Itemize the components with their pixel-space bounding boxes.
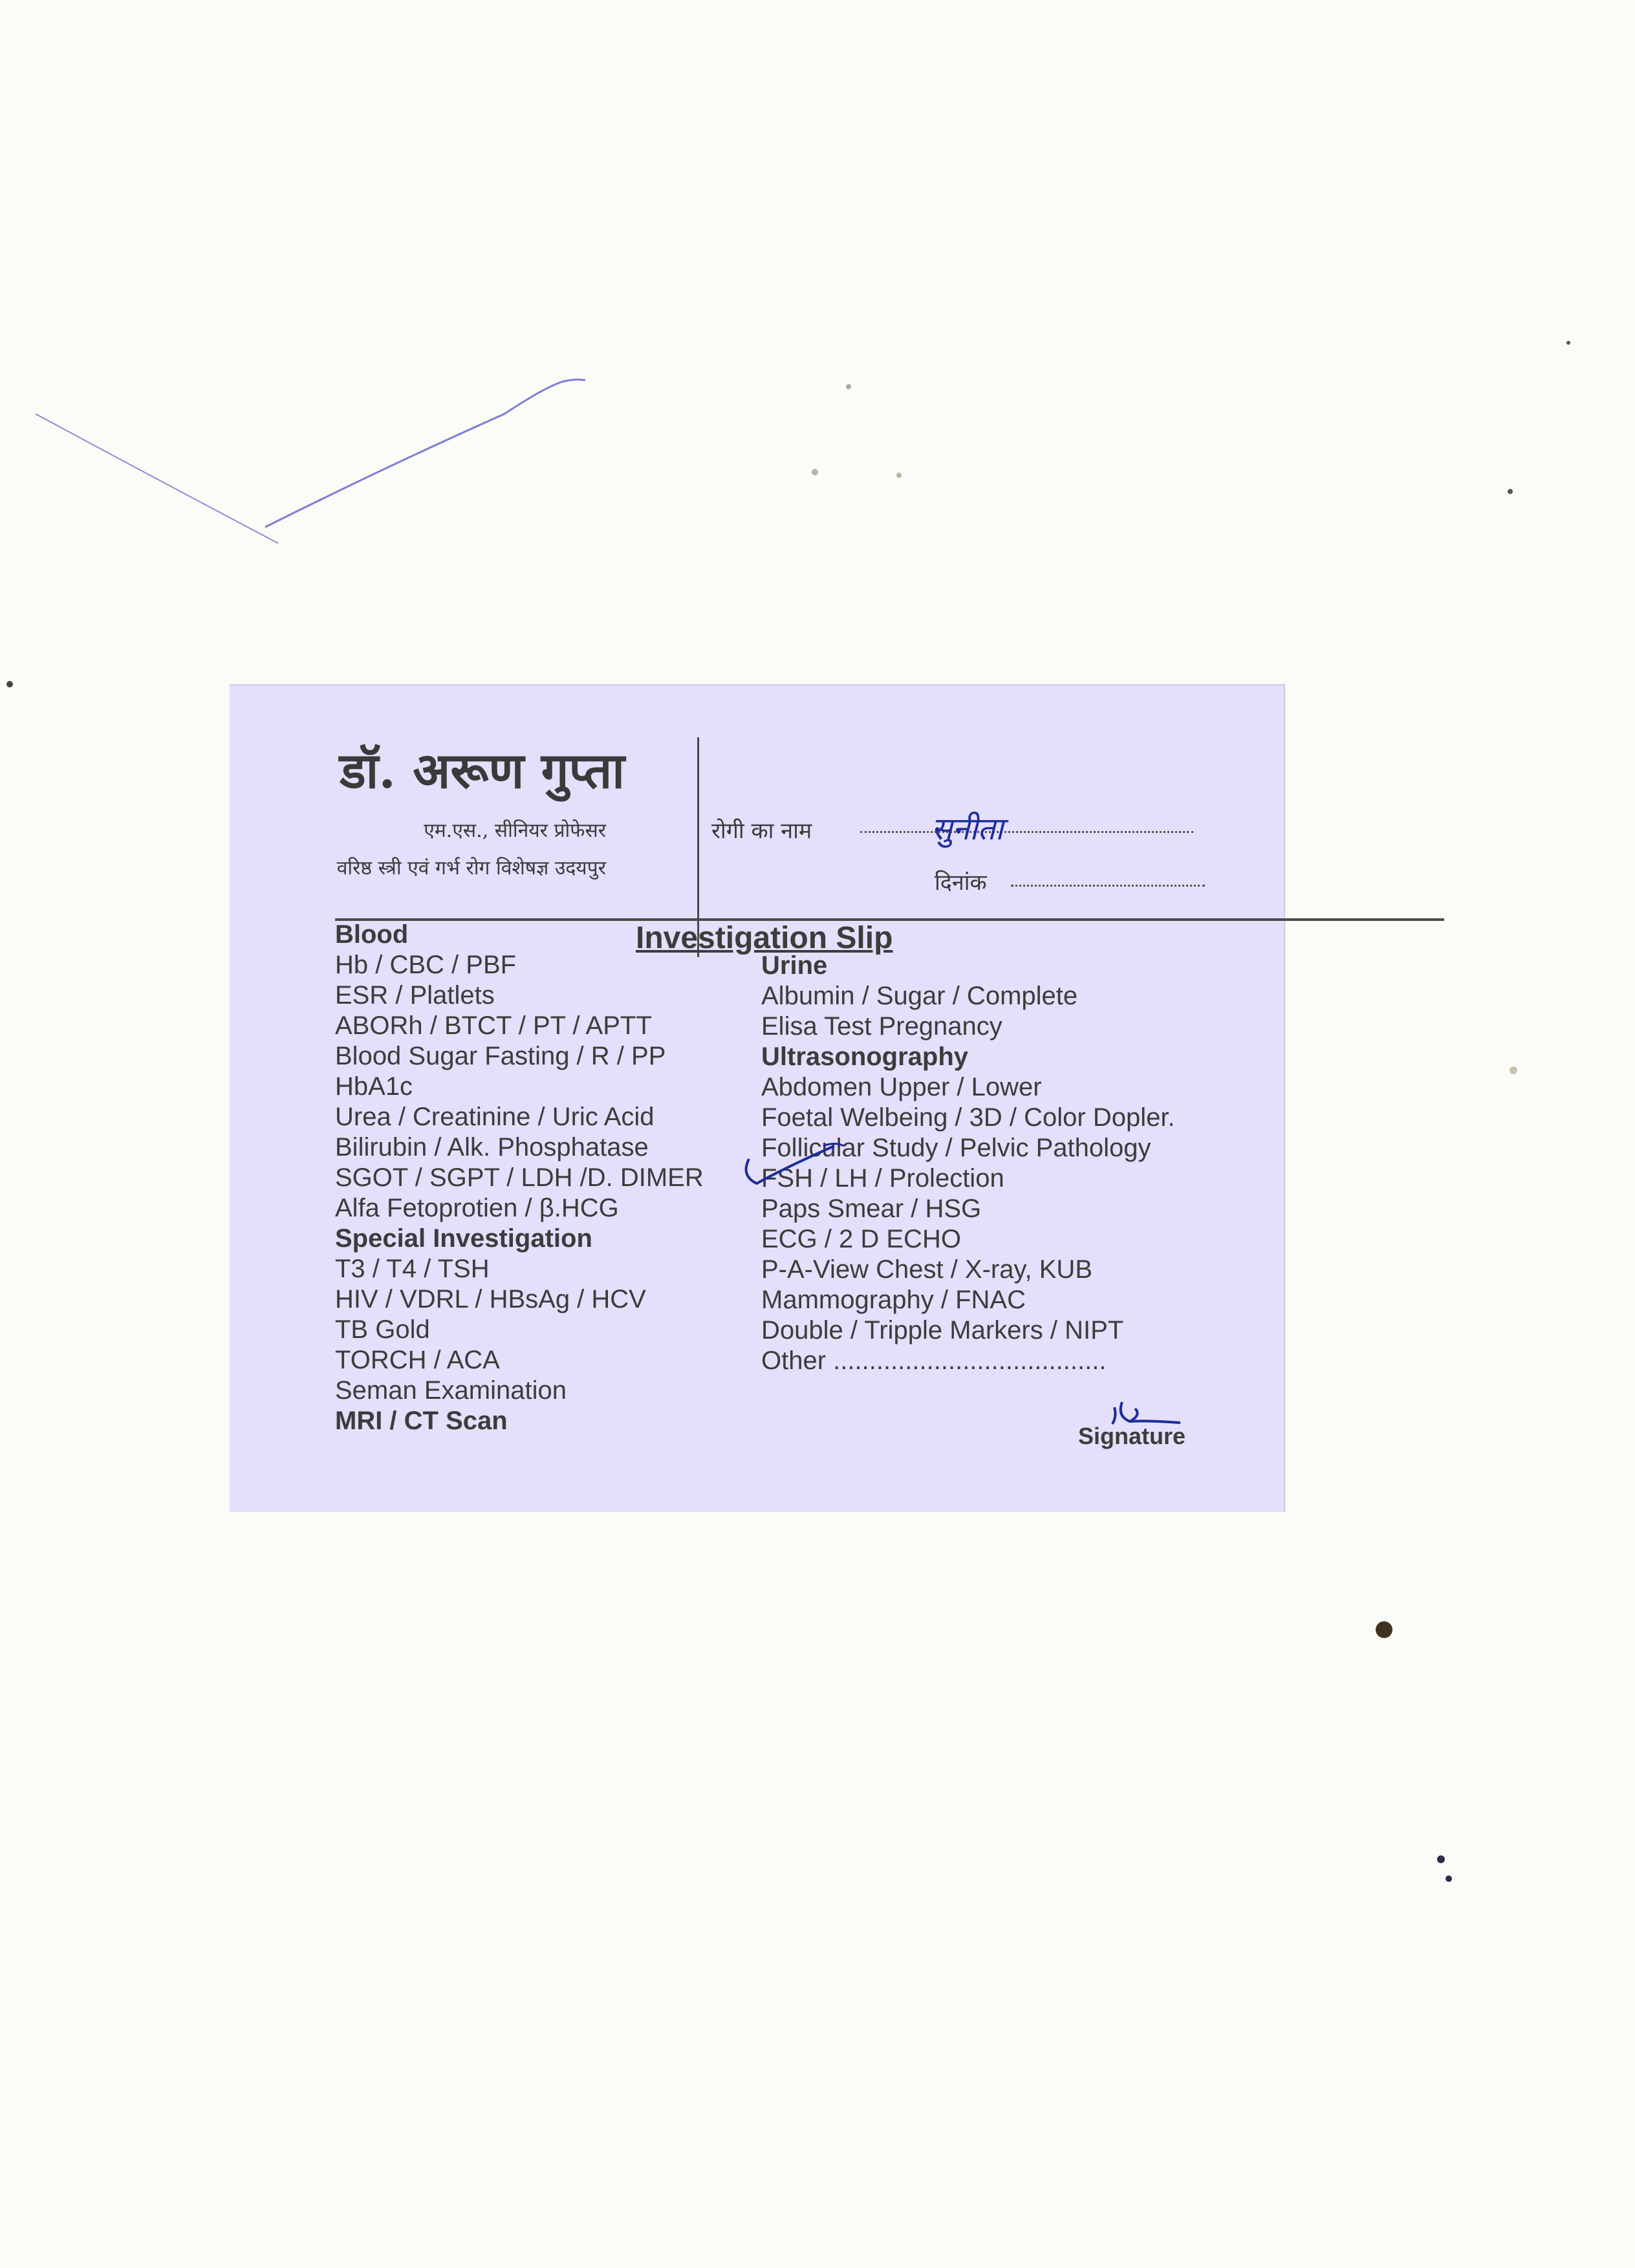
right-test-list xyxy=(761,951,1175,1376)
investigation-slip xyxy=(230,684,1285,1512)
test-item: Hb / CBC / PBF xyxy=(335,951,517,979)
test-item: Follicular Study / Pelvic Pathology xyxy=(761,1134,1151,1162)
test-item: Mammography / FNAC xyxy=(761,1286,1026,1314)
doctor-specialty: वरिष्ठ स्त्री एवं गर्भ रोग विशेषज्ञ उदयपुर xyxy=(336,857,606,880)
test-item: Bilirubin / Alk. Phosphatase xyxy=(335,1133,649,1161)
signature-label: Signature xyxy=(1078,1423,1186,1449)
test-item: Abdomen Upper / Lower xyxy=(761,1073,1042,1101)
test-item: Seman Examination xyxy=(335,1376,567,1405)
test-item: HIV / VDRL / HBsAg / HCV xyxy=(335,1285,646,1313)
test-item: FSH / LH / Prolection xyxy=(761,1164,1004,1193)
patient-name-value: सुनीता xyxy=(931,811,1004,847)
section-heading: Special Investigation xyxy=(335,1224,592,1253)
test-item: ECG / 2 D ECHO xyxy=(761,1225,961,1253)
date-line xyxy=(1011,885,1205,887)
patient-name-label: रोगी का नाम xyxy=(711,818,812,844)
test-item: T3 / T4 / TSH xyxy=(335,1255,490,1283)
test-item: Double / Tripple Markers / NIPT xyxy=(761,1316,1124,1345)
test-item: ESR / Platlets xyxy=(335,981,495,1010)
test-item: Alfa Fetoprotien / β.HCG xyxy=(335,1194,619,1222)
doctor-name: डॉ. अरूण गुप्ता xyxy=(340,742,625,799)
test-item: Urea / Creatinine / Uric Acid xyxy=(335,1103,655,1131)
test-item: SGOT / SGPT / LDH /D. DIMER xyxy=(335,1163,704,1192)
section-heading: MRI / CT Scan xyxy=(335,1407,508,1435)
test-item: ABORh / BTCT / PT / APTT xyxy=(335,1011,652,1040)
doctor-qualification: एम.एस., सीनियर प्रोफेसर xyxy=(424,819,606,842)
test-item: Albumin / Sugar / Complete xyxy=(761,982,1078,1010)
left-test-list xyxy=(335,920,704,1436)
test-item: Blood Sugar Fasting / R / PP xyxy=(335,1042,666,1070)
section-heading: Urine xyxy=(761,951,828,980)
test-item: Foetal Welbeing / 3D / Color Dopler. xyxy=(761,1103,1175,1132)
test-item: TB Gold xyxy=(335,1315,430,1344)
section-heading: Blood xyxy=(335,920,409,949)
test-item: Other ...................................... xyxy=(761,1346,1107,1375)
test-item: TORCH / ACA xyxy=(335,1346,500,1374)
patient-name-line xyxy=(860,831,1193,833)
test-item: P-A-View Chest / X-ray, KUB xyxy=(761,1255,1092,1284)
test-item: Elisa Test Pregnancy xyxy=(761,1012,1002,1041)
section-heading: Ultrasonography xyxy=(761,1042,969,1071)
signature-scribble xyxy=(1112,1402,1180,1424)
test-item: Paps Smear / HSG xyxy=(761,1194,982,1223)
test-item: HbA1c xyxy=(335,1072,413,1101)
date-label: दिनांक xyxy=(935,870,987,896)
slip-title: Investigation Slip xyxy=(636,921,893,955)
